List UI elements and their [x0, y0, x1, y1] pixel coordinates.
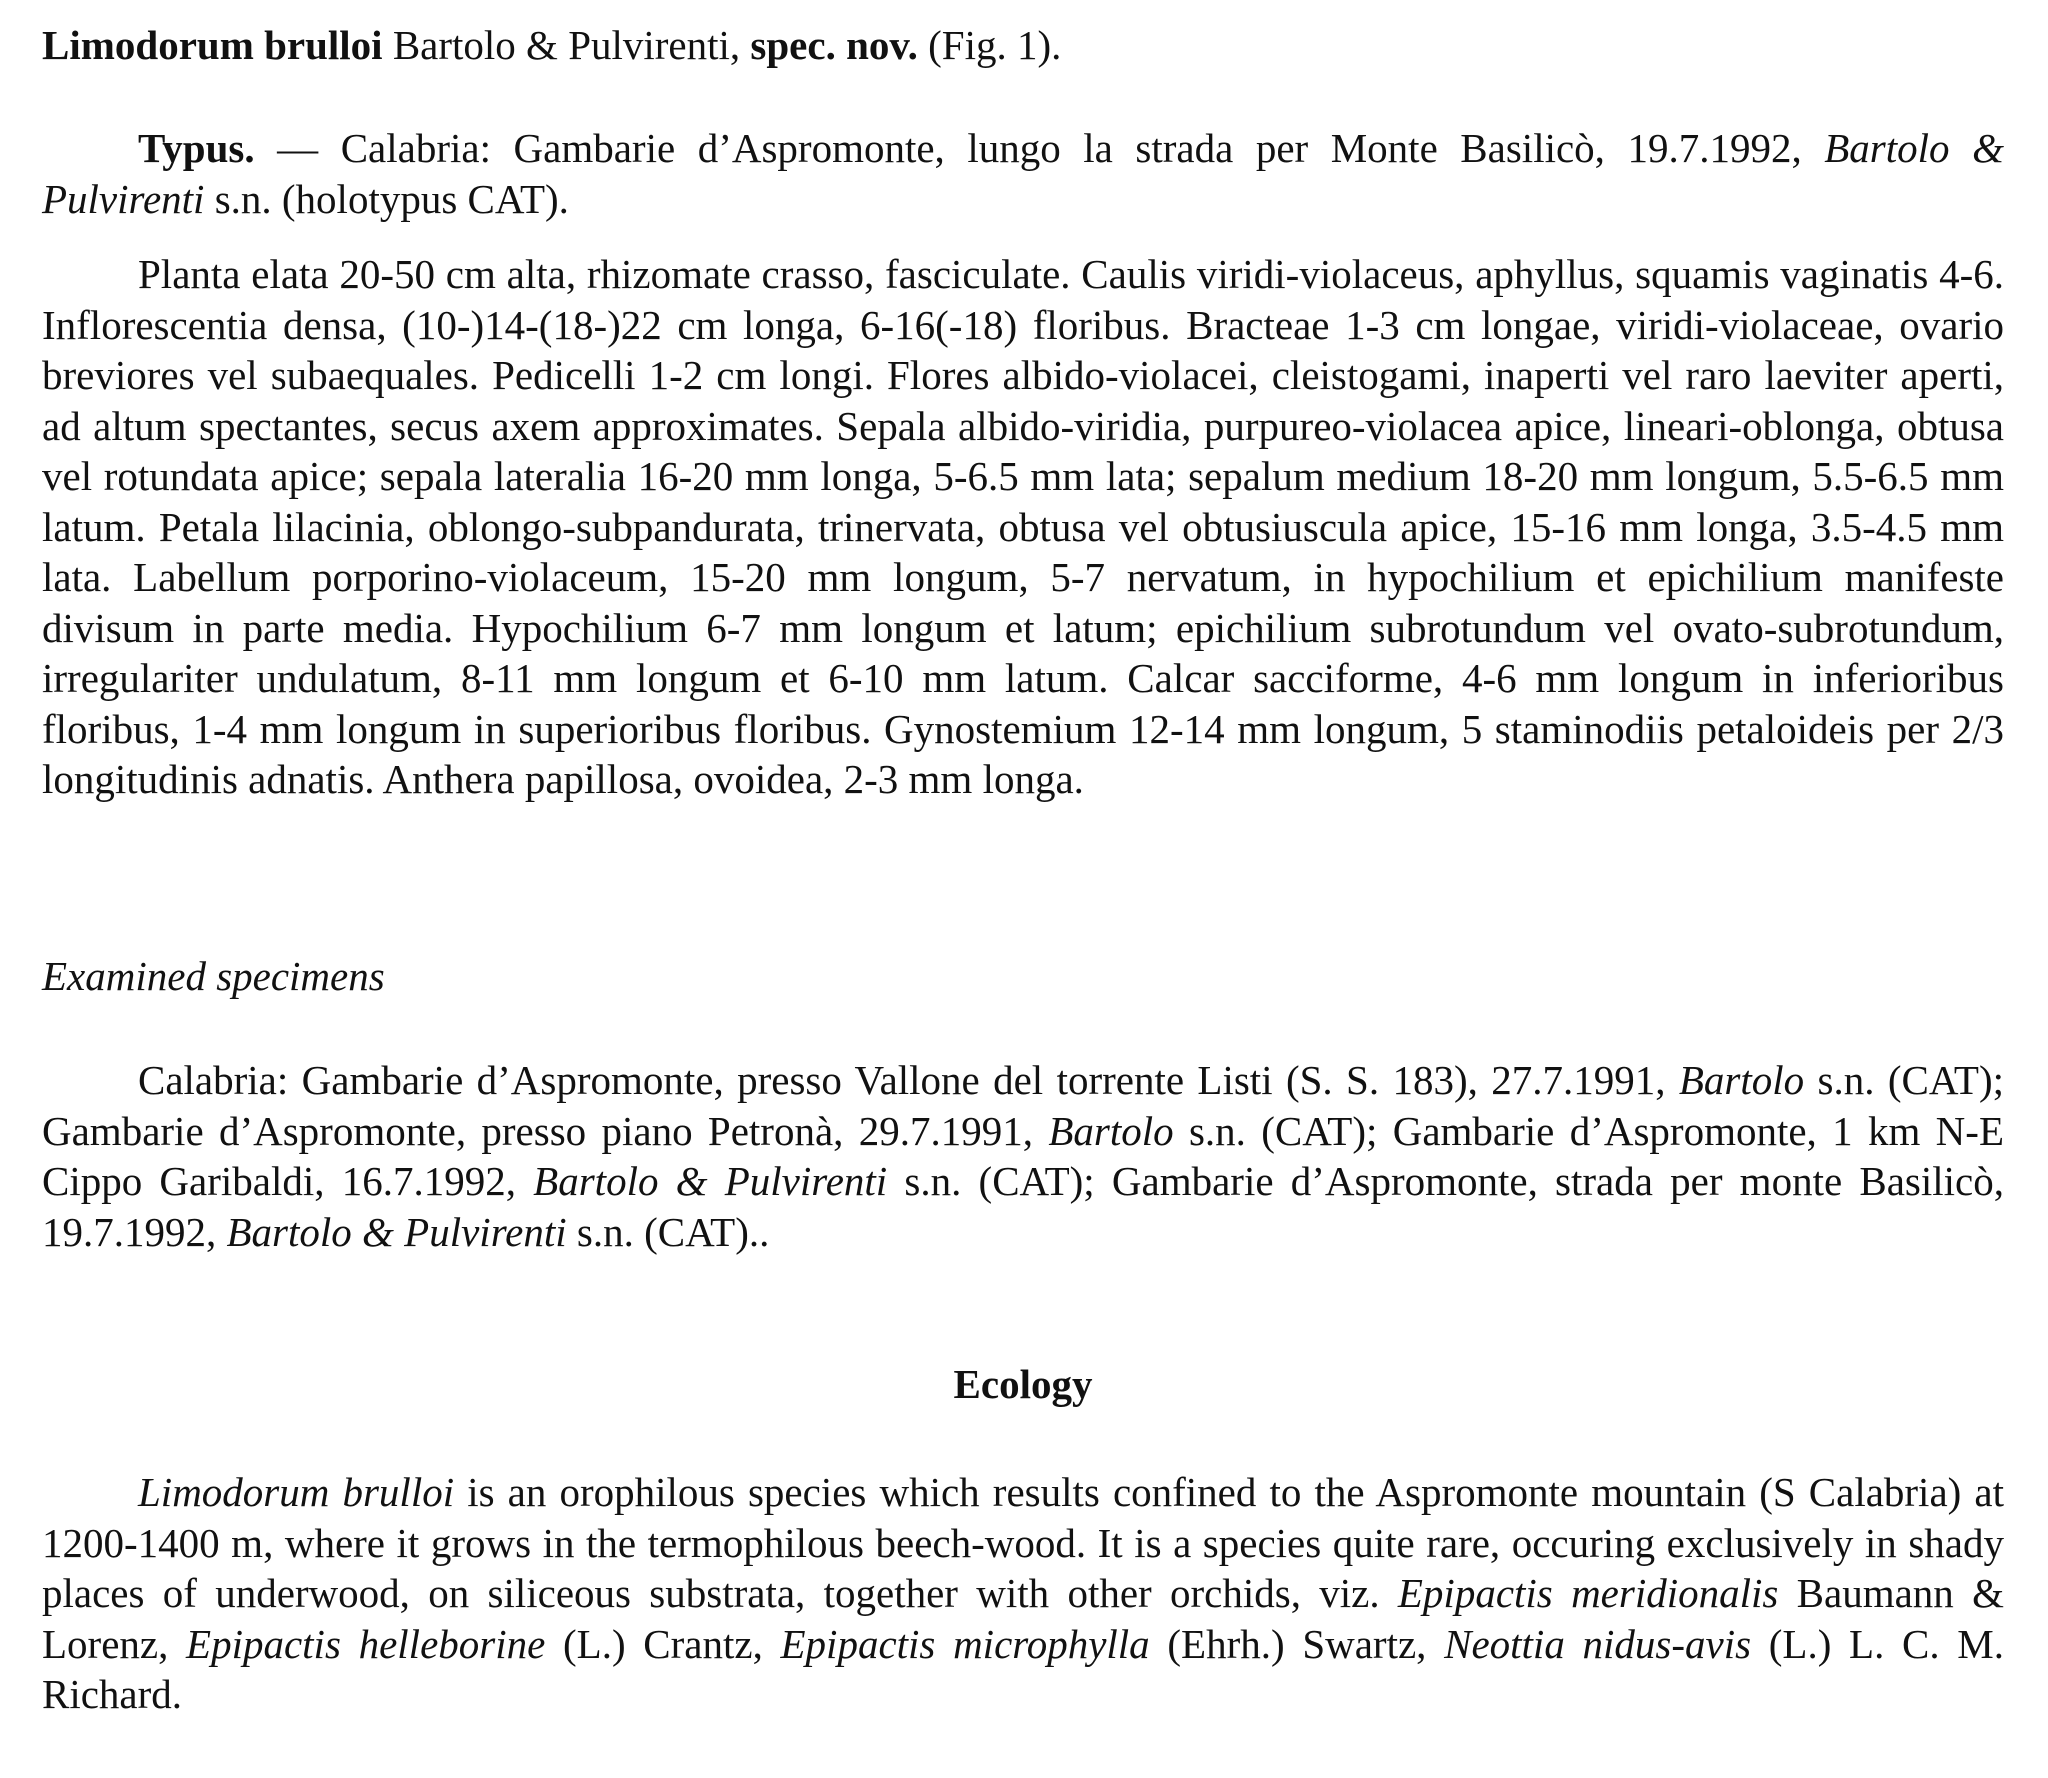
species-name: Limodorum brulloi [42, 22, 383, 68]
typus-text: — Calabria: Gambarie d’Aspromonte, lungo la strada per Monte Basilicò, 19.7.1992, [254, 125, 1825, 171]
typus-paragraph [42, 123, 2004, 224]
species-status: spec. nov. [750, 22, 918, 68]
ecology-text: Baumann & Lorenz, [42, 1570, 2004, 1667]
ecology-paragraph [42, 1467, 2004, 1720]
orchid-name: Epipactis helleborine [186, 1620, 546, 1667]
species-authors: Bartolo & Pulvirenti, [382, 22, 751, 68]
specimen-text: s.n. (CAT); Gambarie d’Aspromonte, strada per monte Basilicò, 19.7.1992, [42, 1158, 2004, 1255]
specimen-text: s.n. (CAT); Gambarie d’Aspromonte, 1 km N-E Cippo Garibaldi, 16.7.1992, [42, 1107, 2004, 1204]
ecology-text: (Ehrh.) Swartz, [1149, 1620, 1445, 1667]
orchid-name: Epipactis meridionalis [1397, 1570, 1779, 1616]
specimen-collector: Bartolo [1678, 1057, 1805, 1103]
document-page [42, 0, 2004, 1778]
orchid-name: Neottia nidus-avis [1444, 1620, 1752, 1667]
typus-label: Typus. [138, 125, 255, 171]
figure-reference: (Fig. 1). [917, 22, 1062, 68]
specimen-collector: Bartolo & Pulvirenti [533, 1158, 888, 1204]
latin-diagnosis: Planta elata 20-50 cm alta, rhizomate crasso, fasciculate. Caulis viridi-violaceus, aphyllus, squamis vaginatis 4-6. Inflorescentia densa, (10-)14-(18-)22 cm longa, 6-16(-18) floribus. Bracteae 1-3 cm longae, viridi-violaceae, ovario breviores vel subaequales. Pedicelli 1-2 cm longi. Flores albido-violacei, cleistogami, inaperti vel raro laeviter aperti, ad altum spectantes, secus axem approximates. Sepala albido-viridia, purpureo-violacea apice, lineari-oblonga, obtusa vel rotundata apice; sepala lateralia 16-20 mm longa, 5-6.5 mm lata; sepalum medium 18-20 mm longum, 5.5-6.5 mm latum. Petala lilacinia, oblongo-subpandurata, trinervata, obtusa vel obtusiuscula apice, 15-16 mm longa, 3.5-4.5 mm lata. Labellum porporino-violaceum, 15-20 mm longum, 5-7 nervatum, in hypochilium et epichilium manifeste divisum in parte media. Hypochilium 6-7 mm longum et latum; epichilium subrotundum vel ovato-subrotundum, irregulariter undulatum, 8-11 mm longum et 6-10 mm latum. Calcar sacciforme, 4-6 mm longum in inferioribus floribus, 1-4 mm longum in superioribus floribus. Gynostemium 12-14 mm longum, 5 staminodiis petaloideis per 2/3 longitudinis adnatis. Anthera papillosa, ovoidea, 2-3 mm longa. [42, 251, 2004, 802]
orchid-name: Epipactis microphylla [780, 1620, 1150, 1667]
ecology-text: (L.) L. C. M. Richard. [42, 1620, 2005, 1717]
ecology-species-name: Limodorum brulloi [138, 1469, 455, 1515]
typus-collectors: Bartolo & Pulvirenti [42, 125, 2004, 222]
species-title [42, 20, 2004, 71]
ecology-heading: Ecology [953, 1361, 1093, 1407]
specimen-text: s.n. (CAT).. [566, 1208, 770, 1255]
specimen-text: s.n. (CAT); Gambarie d’Aspromonte, presso piano Petronà, 29.7.1991, [42, 1057, 2005, 1154]
ecology-text: (L.) Crantz, [545, 1620, 781, 1667]
specimen-text: Calabria: Gambarie d’Aspromonte, presso Vallone del torrente Listi (S. S. 183), 27.7.1991, [138, 1057, 1679, 1103]
examined-specimens-heading: Examined specimens [42, 953, 385, 999]
specimen-collector: Bartolo & Pulvirenti [226, 1208, 567, 1255]
typus-tail: s.n. (holotypus CAT). [204, 175, 569, 222]
specimens-paragraph [42, 1055, 2004, 1257]
specimen-collector: Bartolo [1048, 1107, 1174, 1154]
ecology-text: is an orophilous species which results confined to the Aspromonte mountain (S Calabria) at 1200-1400 m, where it grows in the termophilous beech-wood. It is a species quite rare, occuring exclusively in shady places of underwood, on siliceous substrata, together with other orchids, viz. [42, 1469, 2004, 1616]
